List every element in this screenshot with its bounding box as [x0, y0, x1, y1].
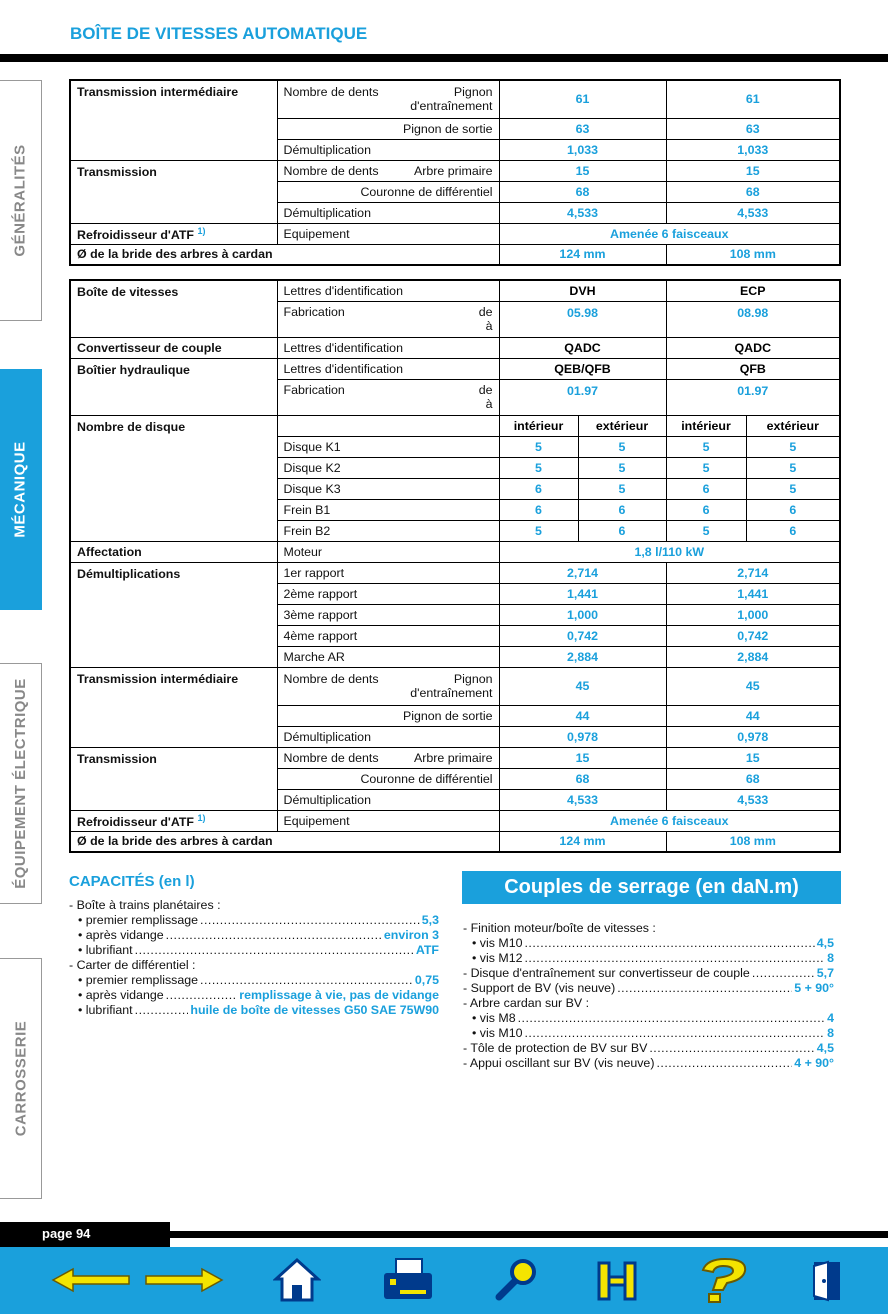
cell-label: Fabrication — [283, 383, 345, 397]
value-cell: 5 — [578, 457, 666, 478]
value-cell: 5 — [746, 478, 840, 499]
code-cell: QEB/QFB — [499, 358, 666, 379]
value-cell: 5 — [746, 436, 840, 457]
list-item — [463, 936, 834, 951]
list-item — [463, 921, 834, 936]
list-item-value: 4 + 90° — [794, 1056, 834, 1070]
page-number: page 94 — [0, 1222, 170, 1247]
cell-label: Disque K2 — [277, 457, 499, 478]
leader-dots — [524, 951, 825, 966]
value-cell: 1,000 — [499, 604, 666, 625]
list-item-label: • premier remplissage — [78, 913, 199, 927]
leader-dots — [752, 966, 815, 981]
leader-dots — [617, 981, 792, 996]
cell-label: d'entraînement — [410, 686, 493, 700]
cell-label: Fabrication — [283, 305, 345, 319]
value-cell: Amenée 6 faisceaux — [499, 223, 840, 244]
list-item-label: - Tôle de protection de BV sur BV — [463, 1041, 648, 1055]
value-cell: 5 — [666, 436, 746, 457]
cell-label: Frein B2 — [277, 520, 499, 541]
cell-label: Pignon — [453, 672, 493, 686]
column-header: intérieur — [499, 415, 578, 436]
value-cell: 5 — [666, 457, 746, 478]
arrow-left-icon[interactable] — [50, 1252, 132, 1308]
leader-dots — [524, 1026, 825, 1041]
code-cell: QFB — [666, 358, 840, 379]
cell-label: Nombre de dents — [283, 85, 379, 100]
cell-label: Arbre primaire — [414, 750, 493, 765]
list-item-label: • après vidange — [78, 988, 164, 1002]
cell-label: 2ème rapport — [277, 583, 499, 604]
value-cell: 5 — [746, 457, 840, 478]
list-item — [463, 951, 834, 966]
exit-icon[interactable] — [804, 1252, 848, 1308]
value-cell: 6 — [746, 520, 840, 541]
leader-dots — [135, 1003, 189, 1018]
cell-label: 4ème rapport — [277, 625, 499, 646]
list-item-label: • lubrifiant — [78, 943, 133, 957]
leader-dots — [200, 913, 420, 928]
value-cell: 1,441 — [666, 583, 840, 604]
column-header: intérieur — [666, 415, 746, 436]
cell-label: Nombre de dents — [283, 163, 379, 178]
value-cell: 45 — [499, 667, 666, 705]
list-item-value: environ 3 — [383, 928, 439, 942]
cell-label: Arbre primaire — [414, 163, 493, 178]
value-cell: 0,978 — [499, 726, 666, 747]
value-cell: 0,978 — [666, 726, 840, 747]
sidebar-tab-carrosserie[interactable] — [0, 958, 42, 1199]
row-label: Refroidisseur d'ATF — [77, 228, 194, 243]
value-cell: 108 mm — [666, 244, 840, 265]
value-cell: 4,533 — [499, 202, 666, 223]
cell-label: de — [478, 305, 493, 319]
sidebar-tab-mecanique[interactable] — [0, 369, 42, 610]
value-cell: 68 — [499, 181, 666, 202]
list-item-label: - Disque d'entraînement sur convertisseur de couple — [463, 966, 750, 980]
cell-label: Démultiplication — [277, 726, 499, 747]
value-cell: 0,742 — [499, 625, 666, 646]
list-item-label: - Finition moteur/boîte de vitesses : — [463, 921, 656, 935]
spec-table-1 — [69, 79, 841, 266]
list-item — [69, 928, 439, 943]
row-label: Nombre de disque — [70, 415, 277, 541]
code-cell: QADC — [499, 337, 666, 358]
couples-list — [463, 921, 834, 1071]
cell-label: Pignon de sortie — [277, 705, 499, 726]
list-group-heading: - Boîte à trains planétaires : — [69, 898, 221, 912]
value-cell: 01.97 — [499, 379, 666, 415]
list-item — [69, 913, 439, 928]
list-item-value: 4,5 — [816, 1041, 834, 1055]
list-item-label: - Arbre cardan sur BV : — [463, 996, 590, 1010]
value-cell: 6 — [578, 520, 666, 541]
row-label: Transmission — [70, 160, 277, 223]
row-label: Transmission intermédiaire — [70, 667, 277, 747]
value-cell: 6 — [666, 499, 746, 520]
cell-label: Equipement — [277, 810, 499, 831]
value-cell: 45 — [666, 667, 840, 705]
value-cell: 15 — [499, 160, 666, 181]
cell-label: Pignon de sortie — [277, 118, 499, 139]
value-cell: 1,8 l/110 kW — [499, 541, 840, 562]
value-cell: 5 — [499, 457, 578, 478]
value-cell: 2,884 — [499, 646, 666, 667]
spec-table-2 — [69, 279, 841, 853]
sidebar-tab-generalites[interactable] — [0, 80, 42, 321]
sidebar-tab-equipement-electrique[interactable] — [0, 663, 42, 904]
list-item — [463, 1026, 834, 1041]
list-item-label: • lubrifiant — [78, 1003, 133, 1017]
value-cell: 5 — [499, 520, 578, 541]
list-item-value: 8 — [827, 1026, 834, 1040]
leader-dots — [518, 1011, 826, 1026]
value-cell: 44 — [666, 705, 840, 726]
home-icon[interactable] — [270, 1252, 324, 1308]
value-cell: 15 — [666, 160, 840, 181]
footnote-ref: 1) — [197, 813, 206, 824]
value-cell: 108 mm — [666, 831, 840, 852]
footer-rule — [170, 1231, 888, 1238]
list-item — [463, 1011, 834, 1026]
value-cell: 15 — [666, 747, 840, 768]
list-item-value: ATF — [415, 943, 439, 957]
value-cell: 2,884 — [666, 646, 840, 667]
cell-label: Démultiplication — [277, 789, 499, 810]
list-item-label: • vis M8 — [472, 1011, 516, 1025]
cell-label: à — [485, 319, 493, 333]
column-header: extérieur — [578, 415, 666, 436]
value-cell: 124 mm — [499, 831, 666, 852]
value-cell: 6 — [578, 499, 666, 520]
row-label: Affectation — [70, 541, 277, 562]
leader-dots — [166, 988, 238, 1003]
list-item-label: • vis M12 — [472, 951, 523, 965]
value-cell: 5 — [666, 520, 746, 541]
value-cell: 4,533 — [499, 789, 666, 810]
list-item-value: remplissage à vie, pas de vidange — [239, 988, 439, 1002]
cell-label: 1er rapport — [277, 562, 499, 583]
value-cell: 1,033 — [499, 139, 666, 160]
value-cell: 5 — [499, 436, 578, 457]
value-cell: 2,714 — [666, 562, 840, 583]
cell-label: Disque K1 — [277, 436, 499, 457]
row-label: Refroidisseur d'ATF — [77, 815, 194, 830]
cell-label: 3ème rapport — [277, 604, 499, 625]
value-cell: 05.98 — [499, 301, 666, 337]
couples-title: Couples de serrage (en daN.m) — [462, 871, 841, 904]
row-label: Ø de la bride des arbres à cardan — [70, 244, 499, 265]
leader-dots — [656, 1056, 792, 1071]
leader-dots — [166, 928, 382, 943]
list-item-label: • vis M10 — [472, 936, 523, 950]
page-title: BOÎTE DE VITESSES AUTOMATIQUE — [70, 24, 368, 43]
list-item-value: 5 + 90° — [794, 981, 834, 995]
list-item — [69, 973, 439, 988]
value-cell: 68 — [666, 181, 840, 202]
list-item — [69, 943, 439, 958]
cell-label: à — [485, 397, 493, 411]
value-cell: 44 — [499, 705, 666, 726]
cell-label: Démultiplication — [277, 139, 499, 160]
list-group-heading: - Carter de différentiel : — [69, 958, 196, 972]
list-item-value: 4 — [827, 1011, 834, 1025]
value-cell: 63 — [499, 118, 666, 139]
value-cell: 1,000 — [666, 604, 840, 625]
value-cell: 15 — [499, 747, 666, 768]
list-item-value: 4,5 — [816, 936, 834, 950]
row-label: Convertisseur de couple — [70, 337, 277, 358]
index-icon[interactable] — [594, 1252, 640, 1308]
sidebar-tab-label: GÉNÉRALITÉS — [12, 144, 29, 257]
value-cell: 68 — [666, 768, 840, 789]
leader-dots — [135, 943, 414, 958]
row-label: Démultiplications — [70, 562, 277, 667]
list-item — [463, 1041, 834, 1056]
cell-label: Lettres d'identification — [277, 337, 499, 358]
cell-label: Nombre de dents — [283, 672, 379, 686]
code-cell: DVH — [499, 280, 666, 301]
column-header: extérieur — [746, 415, 840, 436]
cell-label: de — [478, 383, 493, 397]
value-cell: 5 — [578, 436, 666, 457]
list-item — [463, 981, 834, 996]
value-cell: 4,533 — [666, 789, 840, 810]
footnote-ref: 1) — [197, 226, 206, 237]
list-item-label: • premier remplissage — [78, 973, 199, 987]
list-item-label: - Appui oscillant sur BV (vis neuve) — [463, 1056, 655, 1070]
value-cell: 01.97 — [666, 379, 840, 415]
cell-label: Disque K3 — [277, 478, 499, 499]
code-cell: QADC — [666, 337, 840, 358]
list-item — [463, 1056, 834, 1071]
arrow-right-icon[interactable] — [143, 1252, 225, 1308]
value-cell: 08.98 — [666, 301, 840, 337]
printer-icon[interactable] — [378, 1252, 438, 1308]
code-cell: ECP — [666, 280, 840, 301]
cell-label: Couronne de différentiel — [277, 181, 499, 202]
value-cell: 0,742 — [666, 625, 840, 646]
help-icon[interactable] — [688, 1252, 754, 1308]
cell-label: d'entraînement — [410, 99, 493, 114]
value-cell: 4,533 — [666, 202, 840, 223]
row-label: Transmission — [70, 747, 277, 810]
cell-label: Moteur — [277, 541, 499, 562]
value-cell: 68 — [499, 768, 666, 789]
sidebar-tab-label: CARROSSERIE — [12, 1020, 29, 1137]
cell-label: Frein B1 — [277, 499, 499, 520]
cell-label: Nombre de dents — [283, 750, 379, 765]
value-cell: 2,714 — [499, 562, 666, 583]
value-cell: 6 — [666, 478, 746, 499]
list-item-label: - Support de BV (vis neuve) — [463, 981, 616, 995]
list-item — [463, 966, 834, 981]
value-cell: 124 mm — [499, 244, 666, 265]
cell-label: Equipement — [277, 223, 499, 244]
capacites-list — [69, 898, 439, 1018]
value-cell: 6 — [746, 499, 840, 520]
sidebar-tab-label: ÉQUIPEMENT ÉLECTRIQUE — [12, 678, 29, 889]
value-cell: 63 — [666, 118, 840, 139]
row-label: Boîte de vitesses — [70, 280, 277, 337]
sidebar-tab-label: MÉCANIQUE — [12, 441, 30, 538]
list-item-value: 5,7 — [816, 966, 834, 980]
header-rule — [0, 54, 888, 62]
value-cell: 1,441 — [499, 583, 666, 604]
value-cell: 6 — [499, 478, 578, 499]
value-cell: 61 — [666, 80, 840, 118]
footer-navbar — [0, 1247, 888, 1314]
cell-label: Couronne de différentiel — [277, 768, 499, 789]
leader-dots — [649, 1041, 814, 1056]
search-icon[interactable] — [490, 1252, 542, 1308]
capacites-title: CAPACITÉS (en l) — [69, 873, 195, 890]
cell-label: Lettres d'identification — [277, 280, 499, 301]
list-item-value: 5,3 — [421, 913, 439, 927]
list-item-label: • après vidange — [78, 928, 164, 942]
cell-label — [277, 415, 499, 436]
list-item-value: 8 — [827, 951, 834, 965]
value-cell: 1,033 — [666, 139, 840, 160]
cell-label: Marche AR — [277, 646, 499, 667]
list-item-value: 0,75 — [414, 973, 439, 987]
row-label: Ø de la bride des arbres à cardan — [70, 831, 499, 852]
value-cell: 61 — [499, 80, 666, 118]
list-item — [463, 996, 834, 1011]
value-cell: 5 — [578, 478, 666, 499]
cell-label: Démultiplication — [277, 202, 499, 223]
leader-dots — [200, 973, 413, 988]
list-item-value: huile de boîte de vitesses G50 SAE 75W90 — [190, 1003, 439, 1017]
value-cell: Amenée 6 faisceaux — [499, 810, 840, 831]
row-label: Boîtier hydraulique — [70, 358, 277, 415]
leader-dots — [524, 936, 814, 951]
row-label: Transmission intermédiaire — [70, 80, 277, 160]
cell-label: Pignon — [453, 85, 493, 100]
list-item — [69, 988, 439, 1003]
list-item-label: • vis M10 — [472, 1026, 523, 1040]
value-cell: 6 — [499, 499, 578, 520]
cell-label: Lettres d'identification — [277, 358, 499, 379]
list-item — [69, 1003, 439, 1018]
